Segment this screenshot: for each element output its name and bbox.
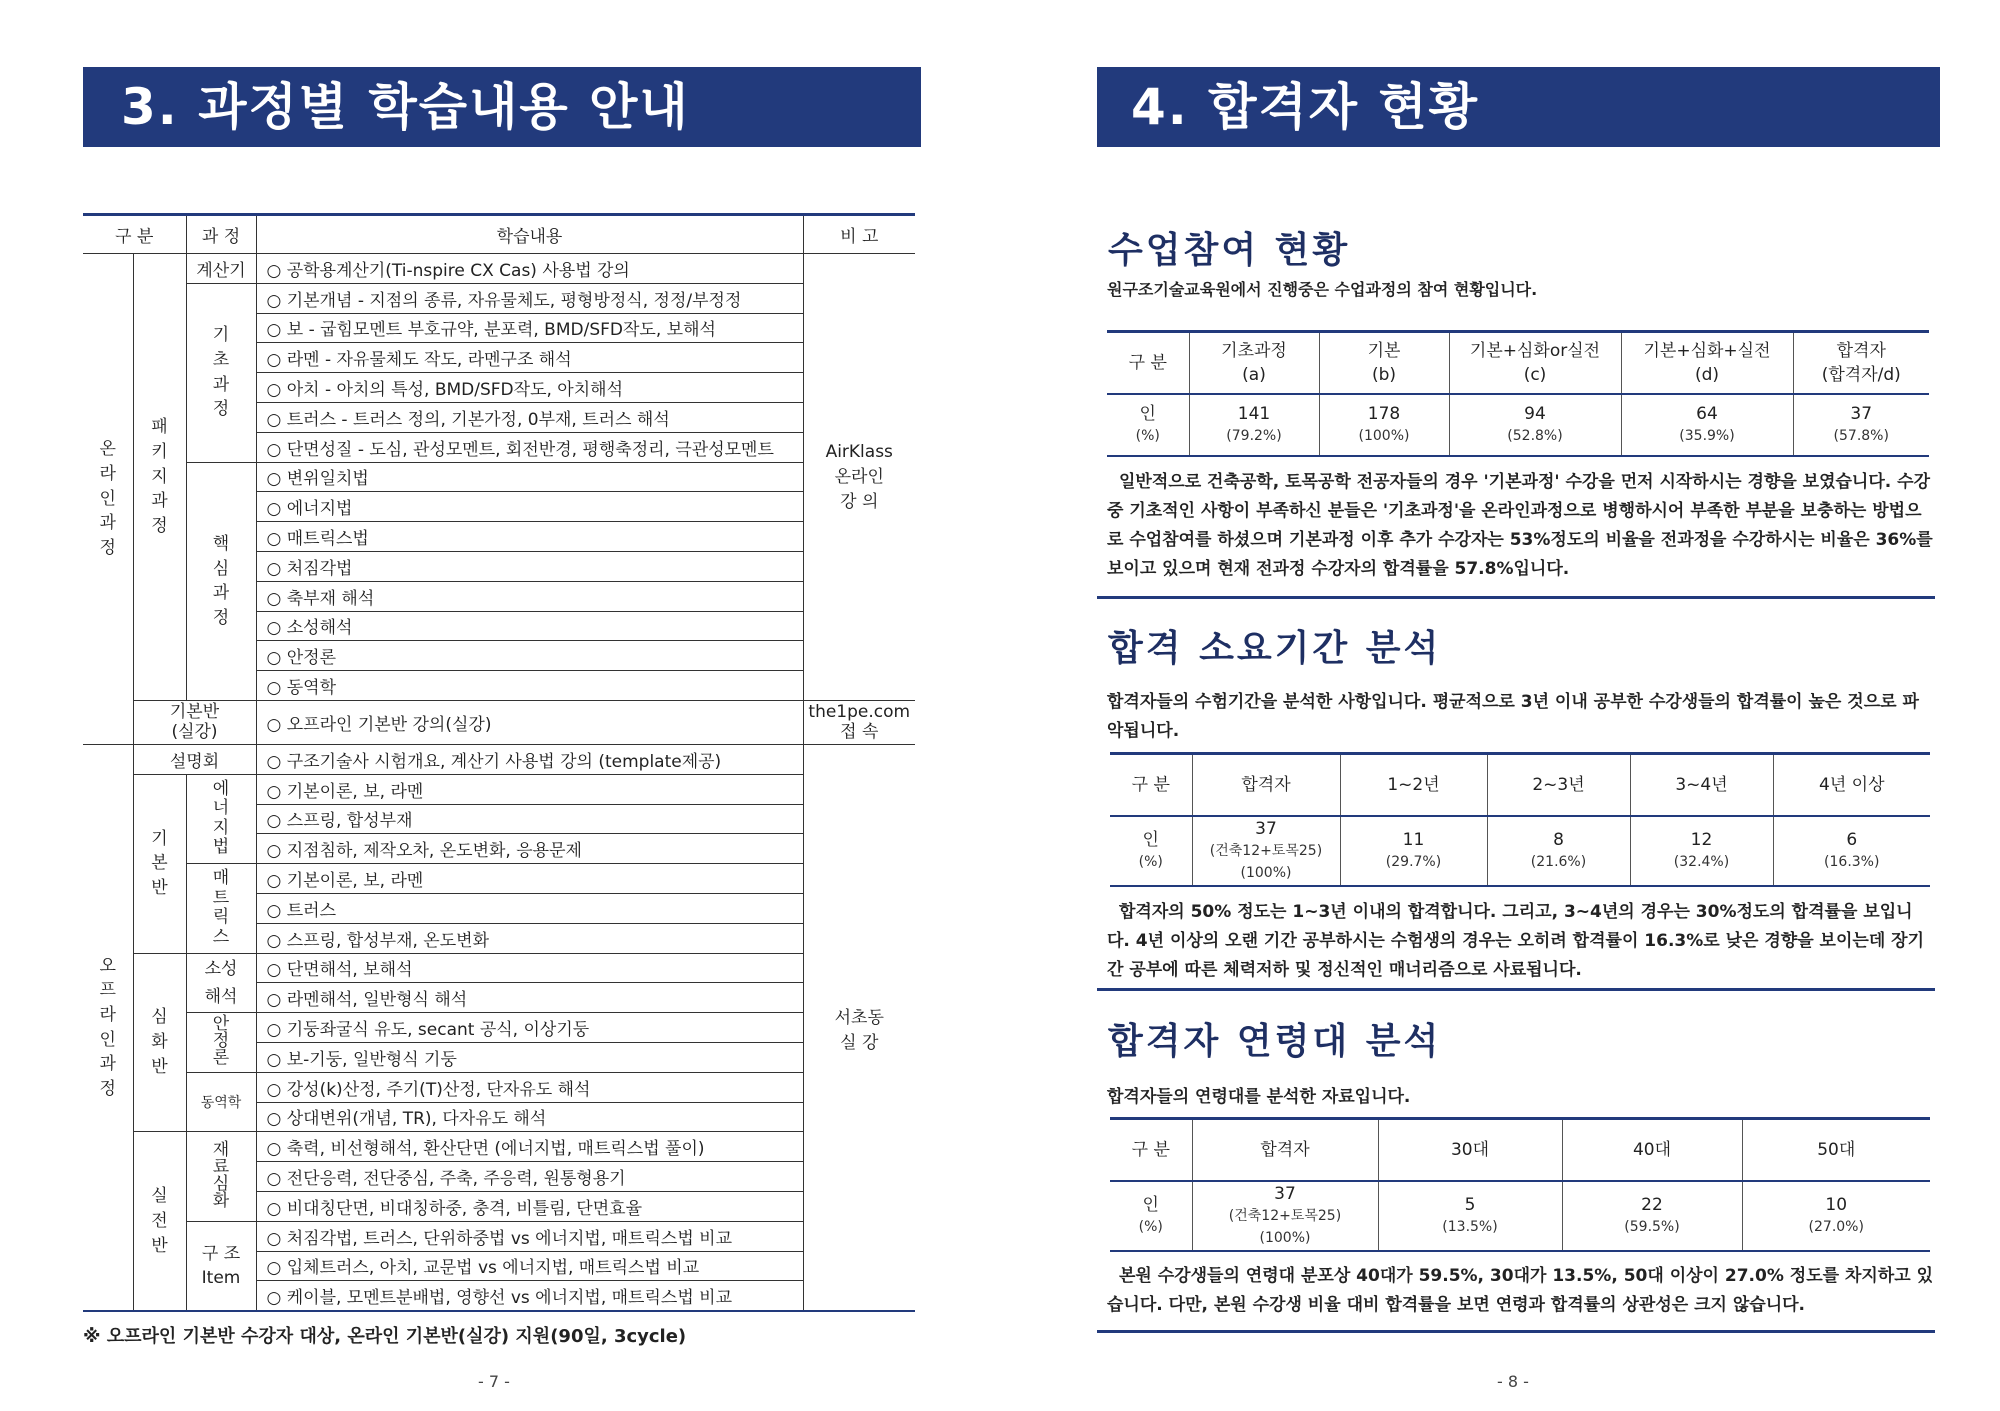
data-cell: 94 (52.8%) bbox=[1449, 394, 1621, 456]
page-number-right: - 8 - bbox=[1497, 1372, 1529, 1391]
remark-seocho: 서초동 실 강 bbox=[803, 744, 915, 1311]
header-category: 구 분 bbox=[83, 215, 186, 254]
remark-the1pe: the1pe.com 접 속 bbox=[803, 700, 915, 744]
age-table bbox=[1110, 1117, 1930, 1252]
header-cell: 4년 이상 bbox=[1773, 754, 1930, 817]
sub-plastic: 소성 해석 bbox=[186, 953, 256, 1013]
content-row: ○ 전단응력, 전단중심, 주축, 주응력, 원통형용기 bbox=[256, 1162, 803, 1192]
content-row: ○ 기본이론, 보, 라멘 bbox=[256, 774, 803, 804]
page-title-right: 4. 합격자 현황 bbox=[1097, 67, 1940, 147]
section-body-age: 본원 수강생들의 연령대 분포상 40대가 59.5%, 30대가 13.5%, 50대 이상이 27.0% 정도를 차지하고 있습니다. 다만, 본원 수강생 비율 대비 합격률을 보면 연령과 합격률의 상관성은 크지 않습니다. bbox=[1107, 1266, 1933, 1315]
content-row: ○ 에너지법 bbox=[256, 492, 803, 522]
content-row: ○ 상대변위(개념, TR), 다자유도 해석 bbox=[256, 1102, 803, 1132]
header-label: 구 분 bbox=[1110, 1119, 1192, 1182]
content-row: ○ 기둥좌굴식 유도, secant 공식, 이상기둥 bbox=[256, 1013, 803, 1043]
content-row: ○ 스프링, 합성부재 bbox=[256, 804, 803, 834]
content-row: ○ 기본이론, 보, 라멘 bbox=[256, 864, 803, 894]
header-cell: 40대 bbox=[1562, 1119, 1742, 1182]
curriculum-table bbox=[83, 213, 915, 1312]
data-cell: 37 (57.8%) bbox=[1793, 394, 1929, 456]
data-cell: 10 (27.0%) bbox=[1742, 1181, 1930, 1251]
content-row: ○ 매트릭스법 bbox=[256, 522, 803, 552]
content-row: ○ 보 - 굽힘모멘트 부호규약, 분포력, BMD/SFD작도, 보해석 bbox=[256, 313, 803, 343]
data-cell: 5 (13.5%) bbox=[1378, 1181, 1562, 1251]
section-intro-age: 합격자들의 연령대를 분석한 자료입니다. bbox=[1107, 1087, 1411, 1107]
sub-dynamics: 동역학 bbox=[186, 1072, 256, 1132]
content-row: ○ 라멘 - 자유물체도 작도, 라멘구조 해석 bbox=[256, 343, 803, 373]
content-row: ○ 기본개념 - 지점의 종류, 자유물체도, 평형방정식, 정정/부정정 bbox=[256, 283, 803, 313]
page-title-left: 3. 과정별 학습내용 안내 bbox=[83, 67, 921, 147]
section-body-duration: 합격자의 50% 정도는 1~3년 이내의 합격합니다. 그리고, 3~4년의 경우는 30%정도의 합격률을 보입니다. 4년 이상의 오랜 기간 공부하시는 수험생의 경우는 오히려 합격률이 16.3%로 낮은 경향을 보이는데 장기간 공부에 따른 체력저하 및 정신적인 매너리즘으로 사료됩니다. bbox=[1107, 902, 1925, 980]
content-row: ○ 입체트러스, 아치, 교문법 vs 에너지법, 매트릭스법 비교 bbox=[256, 1251, 803, 1281]
content-row: ○ 트러스 - 트러스 정의, 기본가정, 0부재, 트러스 해석 bbox=[256, 402, 803, 432]
section-title-duration: 합격 소요기간 분석 bbox=[1108, 628, 1442, 669]
header-label: 구 분 bbox=[1107, 332, 1189, 395]
header-content: 학습내용 bbox=[256, 215, 803, 254]
group-package: 패키지과정 bbox=[133, 254, 186, 701]
header-remark: 비 고 bbox=[803, 215, 915, 254]
header-cell: 합격자 (합격자/d) bbox=[1793, 332, 1929, 395]
content-row: ○ 축력, 비선형해석, 환산단면 (에너지법, 매트릭스법 풀이) bbox=[256, 1132, 803, 1162]
footnote: ※ 오프라인 기본반 수강자 대상, 온라인 기본반(실강) 지원(90일, 3cycle) bbox=[83, 1326, 687, 1347]
class-practical: 실전반 bbox=[133, 1132, 186, 1311]
row-label: 인 (%) bbox=[1107, 394, 1189, 456]
header-cell: 기본 (b) bbox=[1319, 332, 1449, 395]
content-row: ○ 안정론 bbox=[256, 641, 803, 671]
content-row: ○ 처짐각법, 트러스, 단위하중법 vs 에너지법, 매트릭스법 비교 bbox=[256, 1221, 803, 1251]
course-basic-live: 기본반 (실강) bbox=[133, 700, 256, 744]
data-cell: 22 (59.5%) bbox=[1562, 1181, 1742, 1251]
header-cell: 30대 bbox=[1378, 1119, 1562, 1182]
content-row: ○ 구조기술사 시험개요, 계산기 사용법 강의 (template제공) bbox=[256, 744, 803, 774]
group-online: 온라인과정 bbox=[83, 254, 133, 745]
content-row: ○ 트러스 bbox=[256, 893, 803, 923]
content-row: ○ 케이블, 모멘트분배법, 영향선 vs 에너지법, 매트릭스법 비교 bbox=[256, 1281, 803, 1311]
header-cell: 합격자 bbox=[1192, 754, 1340, 817]
header-cell: 2~3년 bbox=[1487, 754, 1630, 817]
header-cell: 기본+심화+실전 (d) bbox=[1621, 332, 1793, 395]
content-row: ○ 아치 - 아치의 특성, BMD/SFD작도, 아치해석 bbox=[256, 373, 803, 403]
header-cell: 3~4년 bbox=[1630, 754, 1773, 817]
data-cell: 12 (32.4%) bbox=[1630, 816, 1773, 886]
section-divider bbox=[1097, 1330, 1935, 1333]
header-cell: 합격자 bbox=[1192, 1119, 1378, 1182]
section-body-participation: 일반적으로 건축공학, 토목공학 전공자들의 경우 '기본과정' 수강을 먼저 시작하시는 경향을 보였습니다. 수강 중 기초적인 사항이 부족하신 분들은 '기초과정'을 온라인과정으로 병행하시어 부족한 부분을 보충하는 방법으로 수업참여를 하셨으며 기본과정 이후 추가 수강자는 53%정도의 비율을 전과정을 수강하시는 비율은 36%를 보이고 있으며 현재 전과정 수강자의 합격률을 57.8%입니다. bbox=[1107, 472, 1933, 579]
content-row: ○ 보-기둥, 일반형식 기둥 bbox=[256, 1042, 803, 1072]
class-advanced: 심화반 bbox=[133, 953, 186, 1132]
section-intro-duration: 합격자들의 수험기간을 분석한 사항입니다. 평균적으로 3년 이내 공부한 수강생들의 합격률이 높은 것으로 파악됩니다. bbox=[1107, 692, 1919, 741]
row-label: 인 (%) bbox=[1110, 816, 1192, 886]
group-offline: 오프라인과정 bbox=[83, 744, 133, 1311]
content-row: ○ 변위일치법 bbox=[256, 462, 803, 492]
content-row: ○ 오프라인 기본반 강의(실강) bbox=[256, 700, 803, 744]
page-number-left: - 7 - bbox=[478, 1372, 510, 1391]
sub-structure: 구 조 Item bbox=[186, 1221, 256, 1311]
sub-stability: 안정론 bbox=[186, 1013, 256, 1073]
section-intro-participation: 원구조기술교육원에서 진행중은 수업과정의 참여 현황입니다. bbox=[1107, 280, 1538, 299]
content-row: ○ 지점침하, 제작오차, 온도변화, 응용문제 bbox=[256, 834, 803, 864]
data-cell: 178 (100%) bbox=[1319, 394, 1449, 456]
row-label: 인 (%) bbox=[1110, 1181, 1192, 1251]
data-cell: 37 (건축12+토목25) (100%) bbox=[1192, 1181, 1378, 1251]
data-cell: 6 (16.3%) bbox=[1773, 816, 1930, 886]
header-label: 구 분 bbox=[1110, 754, 1192, 817]
course-core: 핵심과정 bbox=[186, 462, 256, 700]
header-cell: 50대 bbox=[1742, 1119, 1930, 1182]
content-row: ○ 처짐각법 bbox=[256, 551, 803, 581]
header-cell: 기초과정 (a) bbox=[1189, 332, 1319, 395]
section-divider bbox=[1097, 988, 1935, 991]
course-briefing: 설명회 bbox=[133, 744, 256, 774]
course-basic: 기초과정 bbox=[186, 283, 256, 462]
course-calculator: 계산기 bbox=[186, 254, 256, 284]
remark-airklass: AirKlass 온라인 강 의 bbox=[803, 254, 915, 701]
data-cell: 8 (21.6%) bbox=[1487, 816, 1630, 886]
content-row: ○ 라멘해석, 일반형식 해석 bbox=[256, 983, 803, 1013]
data-cell: 141 (79.2%) bbox=[1189, 394, 1319, 456]
data-cell: 11 (29.7%) bbox=[1340, 816, 1487, 886]
duration-table bbox=[1110, 752, 1930, 887]
content-row: ○ 강성(k)산정, 주기(T)산정, 단자유도 해석 bbox=[256, 1072, 803, 1102]
participation-table bbox=[1107, 330, 1929, 457]
data-cell: 37 (건축12+토목25) (100%) bbox=[1192, 816, 1340, 886]
section-title-age: 합격자 연령대 분석 bbox=[1108, 1021, 1442, 1062]
content-row: ○ 공학용계산기(Ti-nspire CX Cas) 사용법 강의 bbox=[256, 254, 803, 284]
content-row: ○ 스프링, 합성부재, 온도변화 bbox=[256, 923, 803, 953]
header-cell: 1~2년 bbox=[1340, 754, 1487, 817]
sub-material: 재료심화 bbox=[186, 1132, 256, 1221]
section-divider bbox=[1097, 596, 1935, 599]
header-course: 과 정 bbox=[186, 215, 256, 254]
class-basic: 기본반 bbox=[133, 774, 186, 953]
header-cell: 기본+심화or실전 (c) bbox=[1449, 332, 1621, 395]
content-row: ○ 단면해석, 보해석 bbox=[256, 953, 803, 983]
content-row: ○ 축부재 해석 bbox=[256, 581, 803, 611]
section-title-participation: 수업참여 현황 bbox=[1108, 230, 1351, 271]
sub-matrix: 매트릭스 bbox=[186, 864, 256, 953]
content-row: ○ 소성해석 bbox=[256, 611, 803, 641]
content-row: ○ 비대칭단면, 비대칭하중, 충격, 비틀림, 단면효율 bbox=[256, 1191, 803, 1221]
content-row: ○ 단면성질 - 도심, 관성모멘트, 회전반경, 평행축정리, 극관성모멘트 bbox=[256, 432, 803, 462]
content-row: ○ 동역학 bbox=[256, 671, 803, 701]
sub-energy: 에너지법 bbox=[186, 774, 256, 863]
data-cell: 64 (35.9%) bbox=[1621, 394, 1793, 456]
